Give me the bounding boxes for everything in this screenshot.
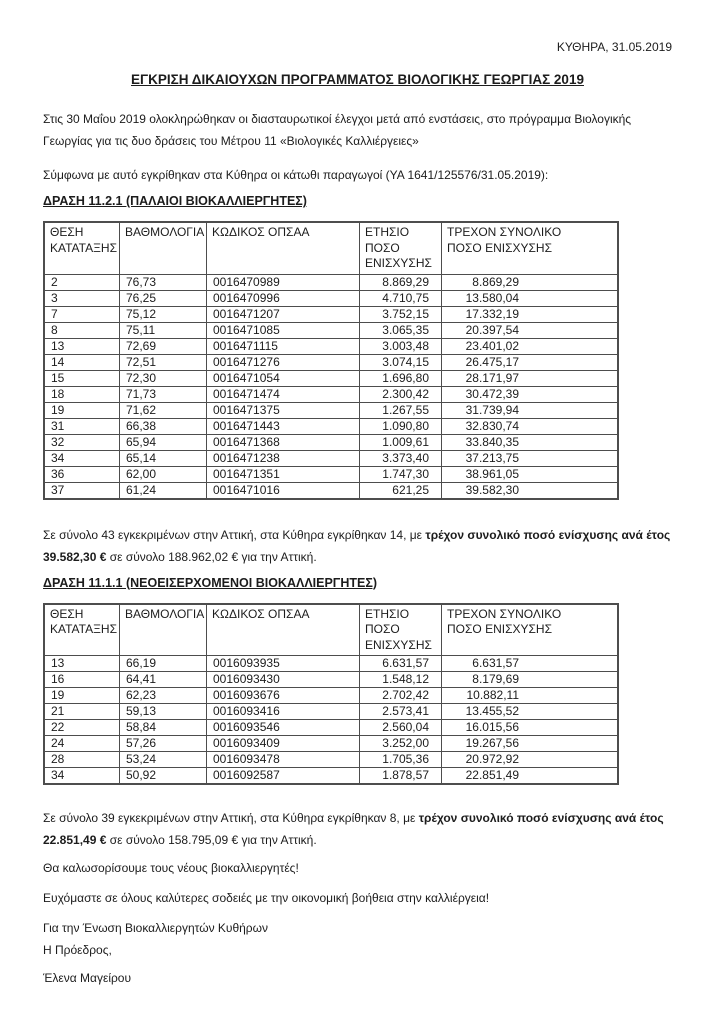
- table-cell: 20.972,92: [442, 752, 619, 768]
- header-cell-annual-amount: ΕΤΗΣΙΟ ΠΟΣΟ ΕΝΙΣΧΥΣΗΣ: [360, 604, 442, 656]
- table-cell: 19.267,56: [442, 736, 619, 752]
- table-row: [44, 656, 618, 672]
- summary-2-pre: Σε σύνολο 39 εγκεκριμένων στην Αττική, στα Κύθηρα εγκρίθηκαν 8, με: [43, 811, 419, 825]
- table-cell: 72,30: [120, 370, 207, 386]
- table-cell: 37: [44, 482, 120, 499]
- table-row: [44, 450, 618, 466]
- header-cell-opsaa-code: ΚΩΔΙΚΟΣ ΟΠΣΑΑ: [207, 222, 360, 274]
- signature-role: Η Πρόεδρος,: [43, 943, 112, 957]
- table-cell: 15: [44, 370, 120, 386]
- table-cell: 0016471115: [207, 338, 360, 354]
- table-row: [44, 768, 618, 785]
- header-cell-score: ΒΑΘΜΟΛΟΓΙΑ: [120, 604, 207, 656]
- table-cell: 28: [44, 752, 120, 768]
- table-header-row: [44, 222, 618, 274]
- table-cell: 0016471443: [207, 418, 360, 434]
- table-cell: 8.869,29: [442, 274, 619, 290]
- table-cell: 31.739,94: [442, 402, 619, 418]
- table-body: [44, 274, 618, 499]
- header-cell-annual-amount: ΕΤΗΣΙΟ ΠΟΣΟ ΕΝΙΣΧΥΣΗΣ: [360, 222, 442, 274]
- table-cell: 0016471238: [207, 450, 360, 466]
- table-cell: 50,92: [120, 768, 207, 785]
- table-cell: 1.090,80: [360, 418, 442, 434]
- table-cell: 71,62: [120, 402, 207, 418]
- table-row: [44, 482, 618, 499]
- table-cell: 2.702,42: [360, 688, 442, 704]
- table-cell: 65,94: [120, 434, 207, 450]
- table-cell: 76,73: [120, 274, 207, 290]
- table-cell: 34: [44, 450, 120, 466]
- table-cell: 0016470996: [207, 290, 360, 306]
- signature-block: [43, 917, 672, 989]
- table-cell: 3.074,15: [360, 354, 442, 370]
- table-cell: 0016471351: [207, 466, 360, 482]
- table-cell: 1.548,12: [360, 672, 442, 688]
- header-cell-running-total-label: ΤΡΕΧΟΝ ΣΥΝΟΛΙΚΟ ΠΟΣΟ ΕΝΙΣΧΥΣΗΣ: [447, 225, 562, 255]
- table-cell: 1.696,80: [360, 370, 442, 386]
- table-row: [44, 704, 618, 720]
- table-cell: 76,25: [120, 290, 207, 306]
- table-cell: 0016093416: [207, 704, 360, 720]
- table-cell: 2.573,41: [360, 704, 442, 720]
- table-row: [44, 290, 618, 306]
- table-row: [44, 434, 618, 450]
- table-cell: 621,25: [360, 482, 442, 499]
- table-cell: 0016471085: [207, 322, 360, 338]
- header-cell-running-total: [442, 604, 619, 656]
- table-cell: 36: [44, 466, 120, 482]
- table-cell: 23.401,02: [442, 338, 619, 354]
- table-cell: 18: [44, 386, 120, 402]
- table-cell: 53,24: [120, 752, 207, 768]
- table-cell: 8.869,29: [360, 274, 442, 290]
- table-cell: 3.065,35: [360, 322, 442, 338]
- header-cell-opsaa-code: ΚΩΔΙΚΟΣ ΟΠΣΑΑ: [207, 604, 360, 656]
- table-header-row: [44, 604, 618, 656]
- section-heading-drasi-11-2-1: ΔΡΑΣΗ 11.2.1 (ΠΑΛΑΙΟΙ ΒΙΟΚΑΛΛΙΕΡΓΗΤΕΣ): [43, 194, 307, 208]
- table-cell: 33.840,35: [442, 434, 619, 450]
- table-cell: 28.171,97: [442, 370, 619, 386]
- table-cell: 1.009,61: [360, 434, 442, 450]
- table-row: [44, 402, 618, 418]
- table-cell: 2.300,42: [360, 386, 442, 402]
- table-row: [44, 688, 618, 704]
- summary-paragraph-2: [43, 807, 672, 851]
- table-cell: 2: [44, 274, 120, 290]
- table-row: [44, 736, 618, 752]
- section-heading-drasi-11-1-1: ΔΡΑΣΗ 11.1.1 (ΝΕΟΕΙΣΕΡΧΟΜΕΝΟΙ ΒΙΟΚΑΛΛΙΕΡΓΗΤΕΣ): [43, 575, 377, 590]
- table-cell: 0016471276: [207, 354, 360, 370]
- summary-1-post: σε σύνολο 188.962,02 € για την Αττική.: [106, 549, 317, 564]
- header-cell-running-total-label: ΤΡΕΧΟΝ ΣΥΝΟΛΙΚΟ ΠΟΣΟ ΕΝΙΣΧΥΣΗΣ: [447, 606, 562, 636]
- table-row: [44, 466, 618, 482]
- intro-paragraph-2: Σύμφωνα με αυτό εγκρίθηκαν στα Κύθηρα οι κάτωθι παραγωγοί (ΥΑ 1641/125576/31.05.2019):: [43, 168, 549, 182]
- table-cell: 14: [44, 354, 120, 370]
- table-row: [44, 720, 618, 736]
- table-cell: 8: [44, 322, 120, 338]
- signature-organization: Για την Ένωση Βιοκαλλιεργητών Κυθήρων: [43, 921, 269, 935]
- table-cell: 0016471016: [207, 482, 360, 499]
- table-cell: 75,11: [120, 322, 207, 338]
- table-cell: 22.851,49: [442, 768, 619, 785]
- table-row: [44, 338, 618, 354]
- summary-1-pre: Σε σύνολο 43 εγκεκριμένων στην Αττική, στα Κύθηρα εγκρίθηκαν 14, με: [43, 527, 426, 542]
- header-cell-rank: ΘΕΣΗ ΚΑΤΑΤΑΞΗΣ: [44, 222, 120, 274]
- table-cell: 32.830,74: [442, 418, 619, 434]
- table-cell: 38.961,05: [442, 466, 619, 482]
- table-cell: 10.882,11: [442, 688, 619, 704]
- table-cell: 64,41: [120, 672, 207, 688]
- table-cell: 0016092587: [207, 768, 360, 785]
- table-cell: 75,12: [120, 306, 207, 322]
- table-cell: 7: [44, 306, 120, 322]
- table-cell: 62,23: [120, 688, 207, 704]
- table-cell: 30.472,39: [442, 386, 619, 402]
- table-row: [44, 322, 618, 338]
- table-cell: 20.397,54: [442, 322, 619, 338]
- table-cell: 65,14: [120, 450, 207, 466]
- table-cell: 3.373,40: [360, 450, 442, 466]
- table-cell: 58,84: [120, 720, 207, 736]
- table-cell: 0016471474: [207, 386, 360, 402]
- header-cell-rank: ΘΕΣΗ ΚΑΤΑΤΑΞΗΣ: [44, 604, 120, 656]
- table-cell: 61,24: [120, 482, 207, 499]
- header-cell-running-total: [442, 222, 619, 274]
- table-cell: 72,69: [120, 338, 207, 354]
- table-cell: 13: [44, 338, 120, 354]
- closing-welcome-line: Θα καλωσορίσουμε τους νέους βιοκαλλιεργητές!: [43, 861, 299, 875]
- results-table-old-biofarmers: [43, 221, 619, 500]
- table-row: [44, 370, 618, 386]
- table-cell: 0016093676: [207, 688, 360, 704]
- table-cell: 3.752,15: [360, 306, 442, 322]
- table-row: [44, 752, 618, 768]
- table-cell: 0016093430: [207, 672, 360, 688]
- closing-wish-line: Ευχόμαστε σε όλους καλύτερες σοδειές με την οικονομική βοήθεια στην καλλιέργεια!: [43, 891, 490, 905]
- table-row: [44, 306, 618, 322]
- table-header-row: [44, 222, 618, 274]
- table-cell: 0016471054: [207, 370, 360, 386]
- table-header-row: [44, 604, 618, 656]
- intro-paragraph-1: Στις 30 Μαΐου 2019 ολοκληρώθηκαν οι διασταυρωτικοί έλεγχοι μετά από ενστάσεις, στο πρόγραμμα Βιολογικής Γεωργίας για τις δυο δράσεις του Μέτρου 11 «Βιολογικές Καλλιέργειες»: [43, 112, 632, 148]
- summary-paragraph-1: [43, 524, 672, 568]
- table-row: [44, 418, 618, 434]
- table-cell: 37.213,75: [442, 450, 619, 466]
- summary-1-bold: τρέχον συνολικό ποσό ενίσχυσης ανά έτος 39.582,30 €: [43, 527, 671, 564]
- table-cell: 13: [44, 656, 120, 672]
- table-cell: 66,19: [120, 656, 207, 672]
- table-cell: 6.631,57: [442, 656, 619, 672]
- table-cell: 21: [44, 704, 120, 720]
- table-cell: 62,00: [120, 466, 207, 482]
- table-row: [44, 354, 618, 370]
- table-cell: 17.332,19: [442, 306, 619, 322]
- table-cell: 31: [44, 418, 120, 434]
- table-cell: 16: [44, 672, 120, 688]
- table-cell: 26.475,17: [442, 354, 619, 370]
- table-cell: 0016471207: [207, 306, 360, 322]
- results-table-new-biofarmers: [43, 603, 619, 786]
- table-cell: 22: [44, 720, 120, 736]
- signature-name: Έλενα Μαγείρου: [43, 971, 132, 985]
- summary-2-post: σε σύνολο 158.795,09 € για την Αττική.: [106, 833, 317, 847]
- table-cell: 19: [44, 688, 120, 704]
- table-cell: 1.747,30: [360, 466, 442, 482]
- table-cell: 1.878,57: [360, 768, 442, 785]
- table-cell: 6.631,57: [360, 656, 442, 672]
- table-cell: 59,13: [120, 704, 207, 720]
- table-cell: 34: [44, 768, 120, 785]
- document-date: ΚΥΘΗΡΑ, 31.05.2019: [556, 40, 672, 54]
- table-cell: 3.252,00: [360, 736, 442, 752]
- table-cell: 72,51: [120, 354, 207, 370]
- table-cell: 0016471368: [207, 434, 360, 450]
- table-cell: 0016093478: [207, 752, 360, 768]
- table-row: [44, 386, 618, 402]
- table-row: [44, 672, 618, 688]
- table-cell: 1.705,36: [360, 752, 442, 768]
- table-cell: 13.455,52: [442, 704, 619, 720]
- table-cell: 13.580,04: [442, 290, 619, 306]
- table-cell: 24: [44, 736, 120, 752]
- summary-2-bold: τρέχον συνολικό ποσό ενίσχυσης ανά έτος 22.851,49 €: [43, 811, 664, 847]
- table-cell: 0016093546: [207, 720, 360, 736]
- table-cell: 39.582,30: [442, 482, 619, 499]
- table-body: [44, 656, 618, 785]
- table-cell: 0016470989: [207, 274, 360, 290]
- table-cell: 32: [44, 434, 120, 450]
- table-cell: 19: [44, 402, 120, 418]
- table-cell: 3.003,48: [360, 338, 442, 354]
- table-cell: 16.015,56: [442, 720, 619, 736]
- table-cell: 3: [44, 290, 120, 306]
- table-cell: 4.710,75: [360, 290, 442, 306]
- header-cell-score: ΒΑΘΜΟΛΟΓΙΑ: [120, 222, 207, 274]
- table-cell: 66,38: [120, 418, 207, 434]
- table-row: [44, 274, 618, 290]
- table-cell: 0016093935: [207, 656, 360, 672]
- table-cell: 2.560,04: [360, 720, 442, 736]
- table-cell: 0016093409: [207, 736, 360, 752]
- table-cell: 8.179,69: [442, 672, 619, 688]
- table-cell: 57,26: [120, 736, 207, 752]
- table-cell: 71,73: [120, 386, 207, 402]
- table-cell: 0016471375: [207, 402, 360, 418]
- table-cell: 1.267,55: [360, 402, 442, 418]
- page-title: ΕΓΚΡΙΣΗ ΔΙΚΑΙΟΥΧΩΝ ΠΡΟΓΡΑΜΜΑΤΟΣ ΒΙΟΛΟΓΙΚΗΣ ΓΕΩΡΓΙΑΣ 2019: [131, 72, 584, 87]
